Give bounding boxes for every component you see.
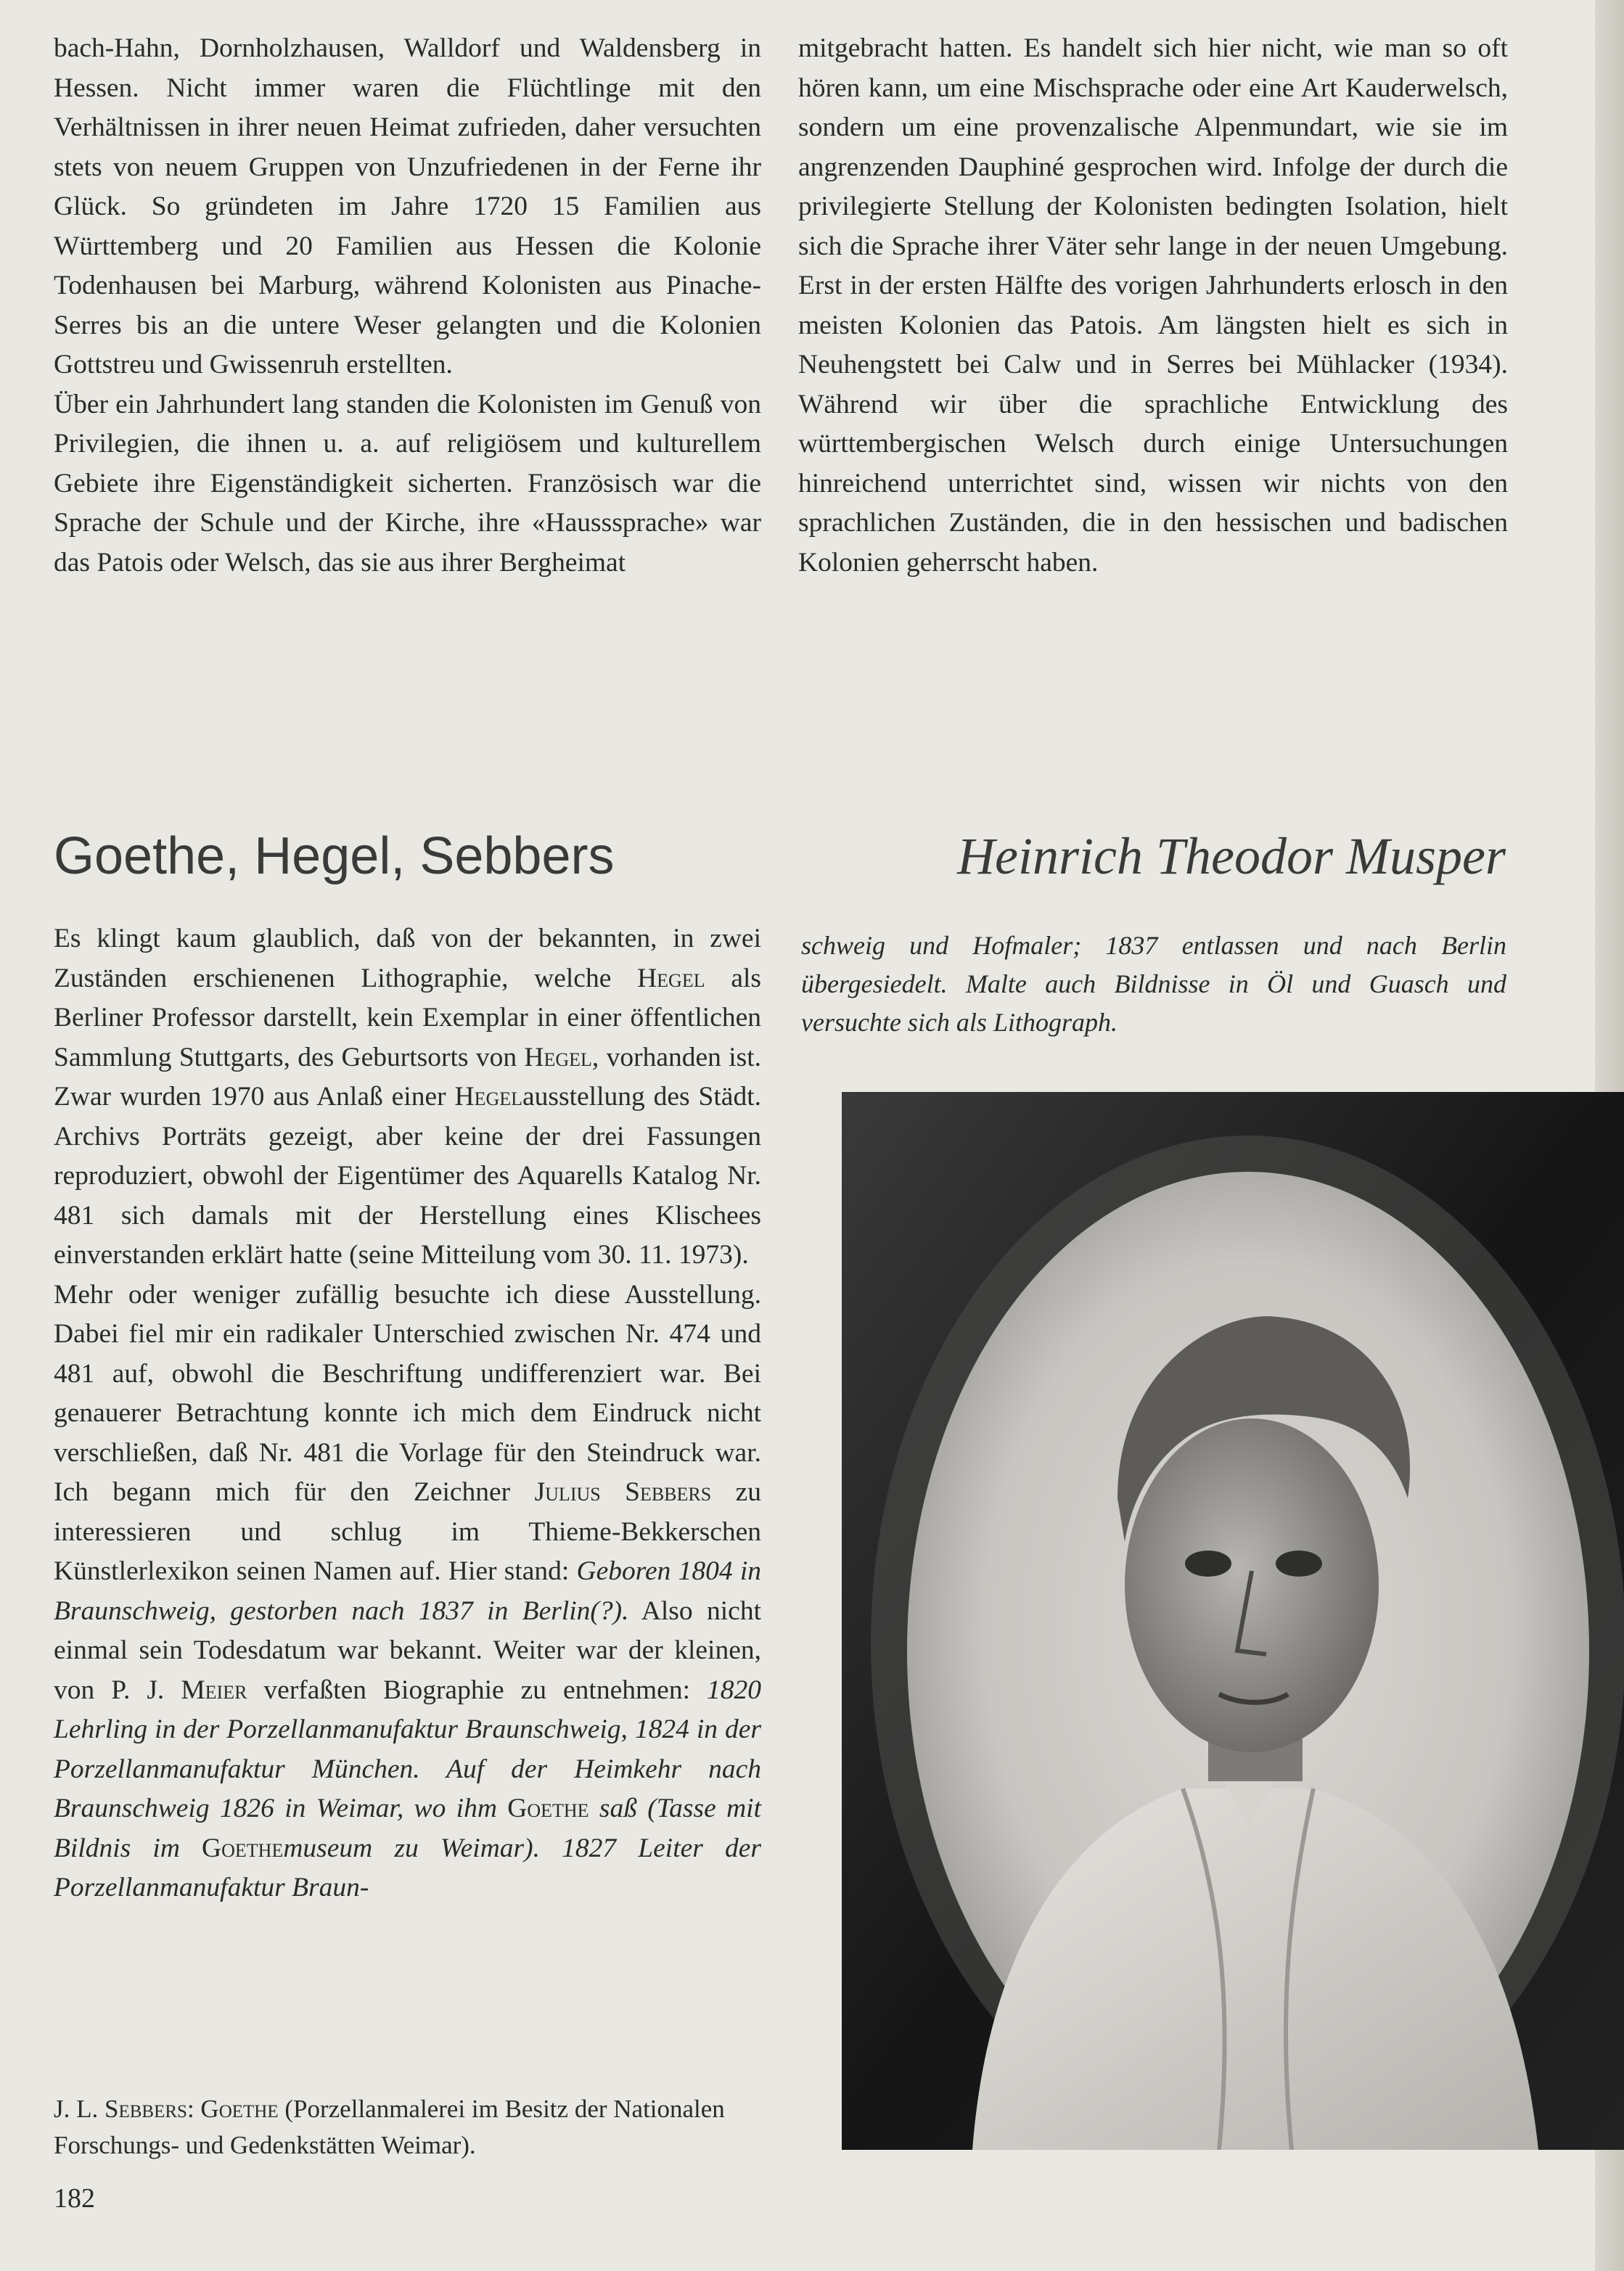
caption-artist: J. L. Sebbers — [54, 2095, 187, 2123]
name-sebbers: Julius Sebbers — [534, 1477, 712, 1507]
caption-subject: Goethe — [200, 2095, 279, 2123]
article-heading: Goethe, Hegel, Sebbers — [54, 827, 615, 885]
name-goethe: Goethe — [202, 1833, 284, 1863]
paragraph: Es klingt kaum glaublich, daß von der bekannten, in zwei Zuständen erschienenen Lithographie, welche Hegel als Berliner Professor darstellt, kein Exemplar in einer öffentlichen Sammlung Stuttgarts, des Geburtsorts von Hegel, vorhanden ist. Zwar wurden 1970 aus Anlaß einer Hegelausstellung des Städt. Archivs Porträts gezeigt, aber keine der drei Fassungen reproduziert, obwohl der Eigentümer des Aquarells Katalog Nr. 481 sich damals mit der Herstellung eines Klischees einverstanden erklärt hatte (seine Mitteilung vom 30. 11. 1973). — [54, 924, 761, 1270]
name-hegel: Hegel — [454, 1082, 523, 1112]
portrait-illustration — [842, 1092, 1624, 2150]
image-caption: J. L. Sebbers: Goethe (Porzellanmalerei im Besitz der Nationalen Forschungs- und Gedenkstätten Weimar). — [54, 2095, 725, 2159]
name-hegel: Hegel — [637, 963, 705, 993]
paragraph: Über ein Jahrhundert lang standen die Kolonisten im Genuß von Privilegien, die ihnen u. a. auf religiösem und kulturellem Gebiete ihre Eigenständigkeit sicherten. Französisch war die Sprache der Schule und der Kirche, ihre «Hausssprache» war das Patois oder Welsch, das sie aus ihrer Bergheimat — [54, 389, 761, 578]
paragraph: Mehr oder weniger zufällig besuchte ich diese Ausstellung. Dabei fiel mir ein radikaler Unterschied zwischen Nr. 474 und 481 auf, obwohl die Beschriftung undifferenziert war. Bei genauerer Betrachtung konnte ich mich dem Eindruck nicht verschließen, daß Nr. 481 die Vorlage für den Steindruck war. Ich begann mich für den Zeichner Julius Sebbers zu interessieren und schlug im Thieme-Bekkerschen Künstlerlexikon seinen Namen auf. Hier stand: Geboren 1804 in Braunschweig, gestorben nach 1837 in Berlin(?). Also nicht einmal sein Todesdatum war bekannt. Weiter war der kleinen, von P. J. Meier verfaßten Biographie zu entnehmen: 1820 Lehrling in der Porzellanmanufaktur Braunschweig, 1824 in der Porzellanmanufaktur München. Auf der Heimkehr nach Braunschweig 1826 in Weimar, wo ihm Goethe saß (Tasse mit Bildnis im Goethemuseum zu Weimar). 1827 Leiter der Porzellanmanufaktur Braun- — [54, 1279, 761, 1902]
name-hegel: Hegel — [524, 1042, 592, 1072]
right-column-top — [798, 29, 1508, 583]
right-eye — [1276, 1551, 1322, 1577]
name-meier: Meier — [181, 1675, 247, 1705]
article-body — [54, 919, 761, 1908]
continuation-text: schweig und Hofmaler; 1837 entlassen und nach Berlin übergesiedelt. Malte auch Bildnisse in Öl und Guasch und versuchte sich als Lithograph. — [801, 931, 1506, 1037]
paragraph: mitgebracht hatten. Es handelt sich hier nicht, wie man so oft hören kann, um eine Mischsprache oder eine Art Kauderwelsch, sondern um eine provenzalische Alpenmundart, wie sie im angrenzenden Dauphiné gesprochen wird. Infolge der durch die privilegierte Stellung der Kolonisten bedingten Isolation, hielt sich die Sprache ihrer Väter sehr lange in der neuen Umgebung. Erst in der ersten Hälfte des vorigen Jahrhunderts erlosch in den meisten Kolonien das Patois. Am längsten hielt es sich in Neuhengstett bei Calw und in Serres bei Mühlacker (1934). Während wir über die sprachliche Entwicklung des württembergischen Welsch durch einige Untersuchungen hinreichend unterrichtet sind, wissen wir nichts von den sprachlichen Zuständen, die in den hessischen und badischen Kolonien geherrscht haben. — [798, 33, 1508, 578]
name-goethe: Goethe — [507, 1794, 589, 1823]
left-column-top — [54, 29, 761, 583]
paragraph: bach-Hahn, Dornholzhausen, Walldorf und Waldensberg in Hessen. Nicht immer waren die Flüchtlinge mit den Verhältnissen in ihrer neuen Heimat zufrieden, daher versuchten stets von neuem Gruppen von Unzufriedenen in der Ferne ihr Glück. So gründeten im Jahre 1720 15 Familien aus Württemberg und 20 Familien aus Hessen die Kolonie Todenhausen bei Marburg, während Kolonisten aus Pinache-Serres bis an die untere Weser gelangten und die Kolonien Gottstreu und Gwissenruh erstellten. — [54, 33, 761, 379]
author-heading: Heinrich Theodor Musper — [957, 827, 1506, 885]
goethe-portrait-image — [842, 1092, 1624, 2150]
page-number: 182 — [54, 2183, 95, 2214]
left-eye — [1185, 1551, 1231, 1577]
